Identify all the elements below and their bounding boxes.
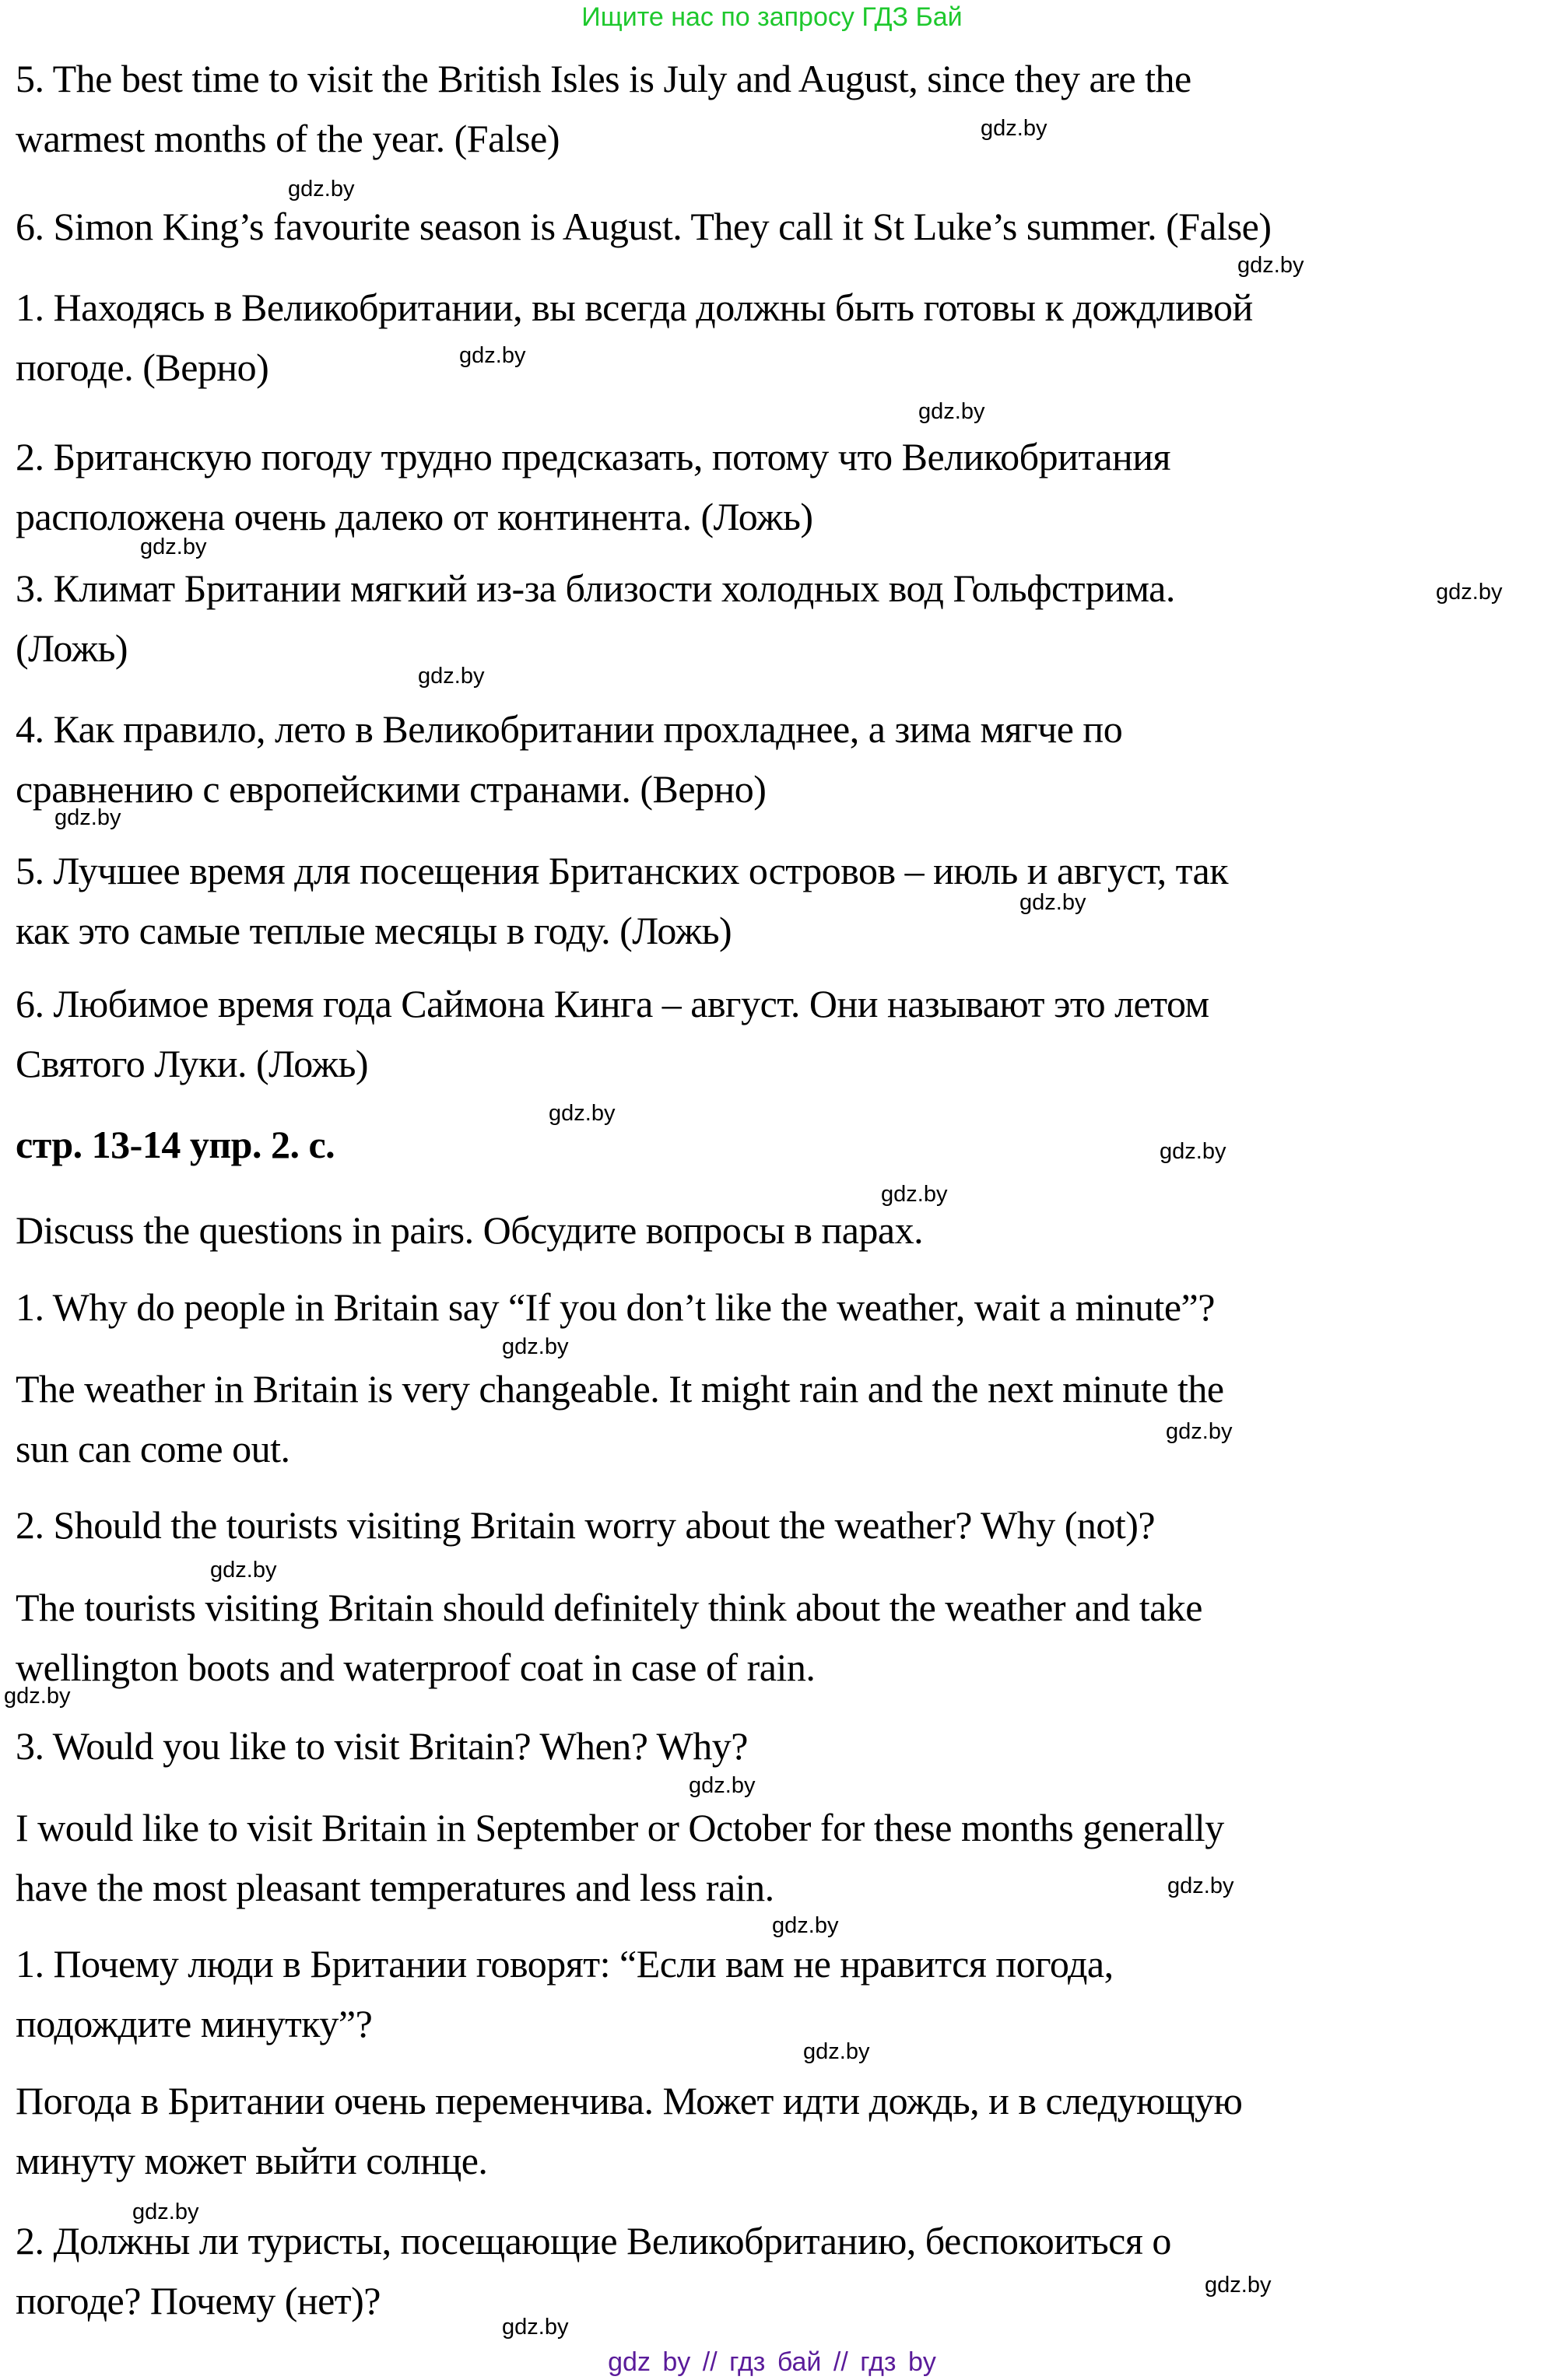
gdz-watermark: gdz.by xyxy=(1160,1139,1226,1164)
paragraph-ru-answer-6 xyxy=(16,974,1528,1094)
text-line: wellington boots and waterproof coat in case of rain. xyxy=(16,1646,816,1689)
paragraph-en-answer-6 xyxy=(16,197,1528,257)
text-line: warmest months of the year. (False) xyxy=(16,117,560,160)
text-line: Discuss the questions in pairs. Обсудите вопросы в парах. xyxy=(16,1208,924,1252)
text-line: минуту может выйти солнце. xyxy=(16,2139,488,2182)
text-line: 6. Simon King’s favourite season is August. They call it St Luke’s summer. (False) xyxy=(16,205,1272,248)
paragraph-ru-answer-2 xyxy=(16,427,1528,547)
gdz-watermark: gdz.by xyxy=(1205,2273,1272,2298)
text-line: 3. Климат Британии мягкий из-за близости холодных вод Гольфстрима. xyxy=(16,566,1175,610)
answer-3-en xyxy=(16,1798,1528,1918)
question-2-ru xyxy=(16,2211,1528,2331)
gdz-watermark: gdz.by xyxy=(689,1773,756,1798)
text-line: расположена очень далеко от континента. (Ложь) xyxy=(16,495,813,538)
text-line: I would like to visit Britain in September or October for these months generally xyxy=(16,1806,1224,1849)
text-line: подождите минутку”? xyxy=(16,2002,373,2045)
gdz-watermark: gdz.by xyxy=(4,1684,71,1709)
gdz-watermark: gdz.by xyxy=(549,1101,616,1126)
answer-1-en xyxy=(16,1359,1528,1479)
gdz-watermark: gdz.by xyxy=(772,1913,839,1938)
gdz-watermark: gdz.by xyxy=(288,177,355,202)
text-line: 6. Любимое время года Саймона Кинга – август. Они называют это летом xyxy=(16,982,1209,1025)
text-line: 5. Лучшее время для посещения Британских островов – июль и август, так xyxy=(16,849,1229,892)
gdz-watermark: gdz.by xyxy=(1166,1419,1233,1444)
promo-banner: Ищите нас по запросу ГДЗ Бай xyxy=(581,2,963,32)
task-instruction xyxy=(16,1201,1528,1260)
text-line: have the most pleasant temperatures and less rain. xyxy=(16,1866,774,1909)
gdz-watermark: gdz.by xyxy=(132,2199,199,2224)
document-body xyxy=(0,49,1544,2331)
text-line: 2. Should the tourists visiting Britain worry about the weather? Why (not)? xyxy=(16,1503,1156,1547)
gdz-watermark: gdz.by xyxy=(918,399,985,424)
gdz-watermark: gdz.by xyxy=(459,343,526,368)
gdz-watermark: gdz.by xyxy=(981,116,1047,141)
text-line: The weather in Britain is very changeable. It might rain and the next minute the xyxy=(16,1367,1224,1411)
gdz-watermark: gdz.by xyxy=(210,1558,277,1583)
text-line: Погода в Британии очень переменчива. Может идти дождь, и в следующую xyxy=(16,2079,1243,2122)
answer-1-ru xyxy=(16,2071,1528,2191)
question-3-en xyxy=(16,1716,1528,1776)
paragraph-ru-answer-1 xyxy=(16,278,1528,398)
text-line: 1. Why do people in Britain say “If you don’t like the weather, wait a minute”? xyxy=(16,1285,1215,1329)
text-line: погоде? Почему (нет)? xyxy=(16,2279,381,2322)
gdz-watermark: gdz.by xyxy=(1167,1874,1234,1898)
gdz-watermark: gdz.by xyxy=(1436,580,1503,605)
gdz-watermark: gdz.by xyxy=(803,2039,870,2064)
gdz-watermark: gdz.by xyxy=(54,805,121,830)
text-line: сравнению с европейскими странами. (Верно) xyxy=(16,767,767,811)
text-line: 3. Would you like to visit Britain? When? Why? xyxy=(16,1724,748,1768)
text-line: The tourists visiting Britain should definitely think about the weather and take xyxy=(16,1586,1202,1629)
text-line: (Ложь) xyxy=(16,626,128,670)
question-1-ru xyxy=(16,1934,1528,2054)
text-line: стр. 13-14 упр. 2. с. xyxy=(16,1123,335,1166)
text-line: погоде. (Верно) xyxy=(16,345,269,389)
text-line: 4. Как правило, лето в Великобритании прохладнее, а зима мягче по xyxy=(16,707,1123,751)
text-line: Святого Луки. (Ложь) xyxy=(16,1042,369,1085)
gdz-watermark: gdz.by xyxy=(1237,253,1304,278)
text-line: 1. Находясь в Великобритании, вы всегда должны быть готовы к дождливой xyxy=(16,286,1253,329)
paragraph-ru-answer-4 xyxy=(16,699,1528,819)
paragraph-ru-answer-3 xyxy=(16,559,1528,678)
question-1-en xyxy=(16,1278,1528,1337)
section-heading-page-exercise xyxy=(16,1115,1528,1175)
question-2-en xyxy=(16,1495,1528,1555)
text-line: sun can come out. xyxy=(16,1427,290,1470)
gdz-watermark: gdz.by xyxy=(1019,890,1086,915)
text-line: 5. The best time to visit the British Isles is July and August, since they are the xyxy=(16,57,1191,100)
paragraph-ru-answer-5 xyxy=(16,841,1528,961)
gdz-watermark: gdz.by xyxy=(502,1334,569,1359)
footer-links[interactable]: gdz by // гдз бай // гдз by xyxy=(608,2347,936,2377)
gdz-watermark: gdz.by xyxy=(502,2315,569,2340)
text-line: 1. Почему люди в Британии говорят: “Если вам не нравится погода, xyxy=(16,1942,1114,1986)
text-line: как это самые теплые месяцы в году. (Ложь) xyxy=(16,909,732,952)
gdz-watermark: gdz.by xyxy=(140,535,207,559)
gdz-watermark: gdz.by xyxy=(881,1182,948,1207)
paragraph-en-answer-5 xyxy=(16,49,1528,169)
gdz-watermark: gdz.by xyxy=(418,664,485,689)
text-line: 2. Должны ли туристы, посещающие Великобританию, беспокоиться о xyxy=(16,2219,1171,2263)
answer-2-en xyxy=(16,1578,1528,1698)
text-line: 2. Британскую погоду трудно предсказать, потому что Великобритания xyxy=(16,435,1171,478)
